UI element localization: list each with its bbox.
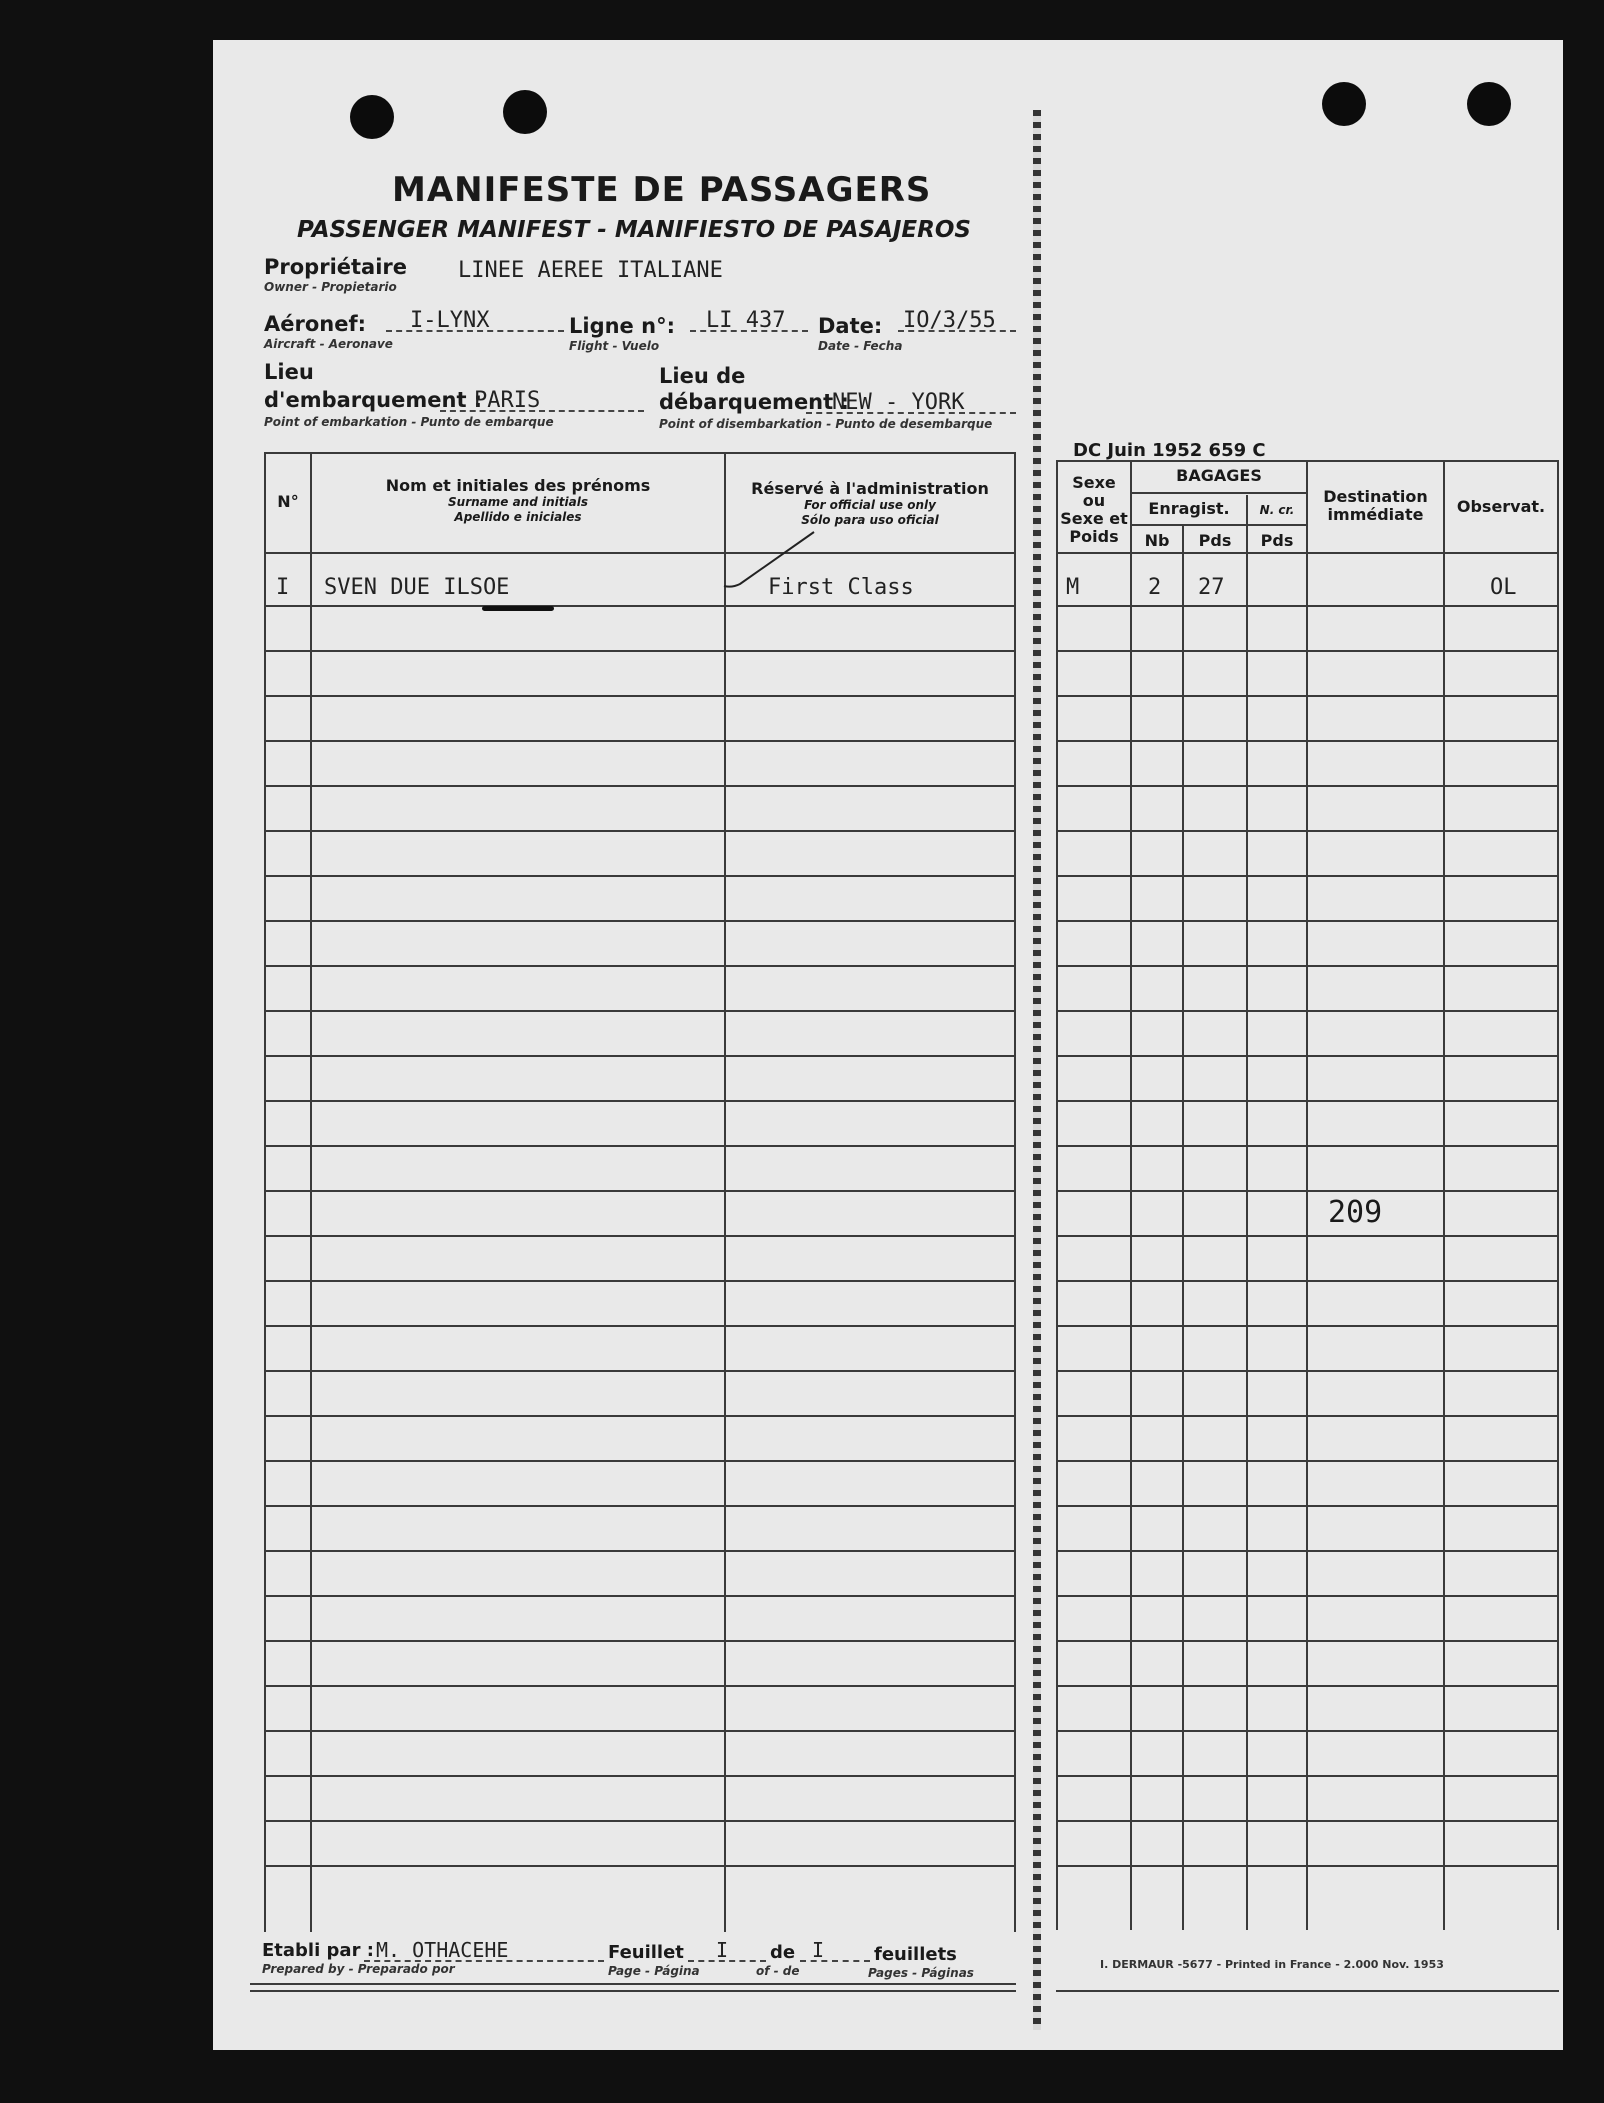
header-destination-1: Destination <box>1323 487 1428 506</box>
header-enregist: Enragist. <box>1148 499 1230 518</box>
embarkation-label-2: d'embarquement : <box>264 388 483 412</box>
aircraft-value: I-LYNX <box>410 308 490 333</box>
col-nb-divider <box>1182 525 1184 1930</box>
bagages-divider <box>1130 492 1306 494</box>
col-ncr-divider <box>1306 460 1308 1930</box>
embarkation-sublabel: Point of embarkation - Punto de embarque <box>264 415 554 429</box>
row-rule <box>264 1325 1016 1327</box>
owner-value: LINEE AEREE ITALIANE <box>458 258 723 283</box>
row-rule <box>1056 740 1559 742</box>
date-sublabel: Date - Fecha <box>818 339 903 353</box>
row-rule <box>1056 965 1559 967</box>
row-rule <box>1056 1775 1559 1777</box>
header-name: Nom et initiales des prénoms <box>385 476 651 495</box>
prepared-by-underline <box>364 1960 604 1962</box>
row-rule <box>1056 1055 1559 1057</box>
row-rule <box>264 1370 1016 1372</box>
punch-hole-left-2 <box>503 90 547 134</box>
row-rule <box>264 1280 1016 1282</box>
header-sex-2: ou <box>1082 491 1106 510</box>
date-value: IO/3/55 <box>903 308 996 333</box>
row-rule <box>1056 1865 1559 1867</box>
col-sex-left <box>1056 460 1058 1930</box>
row-rule <box>264 785 1016 787</box>
aircraft-underline <box>386 330 564 332</box>
printer-note: I. DERMAUR -5677 - Printed in France - 2.000 Nov. 1953 <box>1100 1958 1444 1971</box>
flight-label: Ligne n°: <box>569 314 675 338</box>
disembarkation-label-1: Lieu de <box>659 364 746 388</box>
sheet-label: Feuillet <box>608 1942 684 1963</box>
row-rule <box>1056 1460 1559 1462</box>
enregist-divider <box>1130 524 1306 526</box>
of-underline <box>800 1960 870 1962</box>
row-rule <box>264 1460 1016 1462</box>
row-rule <box>264 1865 1016 1867</box>
row-no: I <box>276 575 290 600</box>
header-name-sub2: Apellido e iniciales <box>454 510 582 524</box>
embarkation-underline <box>440 410 644 412</box>
of-sublabel: of - de <box>756 1964 800 1978</box>
sheets-sublabel: Pages - Páginas <box>868 1966 974 1980</box>
row-rule <box>264 1415 1016 1417</box>
col-admin-divider <box>1014 452 1016 1932</box>
prepared-by-value: M. OTHACEHE <box>376 1938 509 1962</box>
name-underline-mark <box>482 606 554 611</box>
perforation-strip <box>1033 110 1041 2030</box>
row-rule <box>1056 650 1559 652</box>
row-nb: 2 <box>1148 575 1162 600</box>
table-left-edge <box>264 452 266 1932</box>
sheets-label: feuillets <box>874 1944 957 1965</box>
row-rule <box>264 1010 1016 1012</box>
footer-bottom-right <box>1056 1990 1559 1992</box>
row-rule <box>264 695 1016 697</box>
row-rule <box>1056 695 1559 697</box>
row-rule <box>1056 1280 1559 1282</box>
header-pds: Pds <box>1198 531 1232 550</box>
prepared-by-sublabel: Prepared by - Preparado por <box>262 1962 455 1976</box>
of-value: I <box>812 1938 825 1962</box>
disembarkation-underline <box>806 412 1016 414</box>
page-title: MANIFESTE DE PASSAGERS <box>392 170 932 210</box>
owner-label: Propriétaire <box>264 255 408 279</box>
row-rule <box>1056 875 1559 877</box>
row-rule <box>1056 1325 1559 1327</box>
disembarkation-sublabel: Point of disembarkation - Punto de desembarque <box>659 417 993 431</box>
row-rule <box>264 1055 1016 1057</box>
row-rule <box>1056 1550 1559 1552</box>
row-rule <box>1056 1370 1559 1372</box>
row-name: SVEN DUE ILSOE <box>324 575 510 600</box>
aircraft-sublabel: Aircraft - Aeronave <box>264 337 393 351</box>
punch-hole-left-1 <box>350 95 394 139</box>
col-no-divider <box>310 452 312 1932</box>
row-rule <box>264 1730 1016 1732</box>
header-pds2: Pds <box>1260 531 1294 550</box>
row-rule <box>264 1505 1016 1507</box>
row-rule <box>264 1685 1016 1687</box>
sheet-value: I <box>716 1938 729 1962</box>
header-ncr: N. cr. <box>1259 503 1295 517</box>
row-rule <box>1056 1730 1559 1732</box>
header-name-sub1: Surname and initials <box>448 495 588 509</box>
owner-sublabel: Owner - Propietario <box>264 280 397 294</box>
row-rule <box>1056 1145 1559 1147</box>
disembarkation-label-2: débarquement : <box>659 390 849 414</box>
row-rule <box>1056 1640 1559 1642</box>
row-rule <box>264 1550 1016 1552</box>
row-rule <box>264 965 1016 967</box>
date-label: Date: <box>818 314 883 338</box>
row-rule <box>1056 1820 1559 1822</box>
col-dest-divider <box>1443 460 1445 1930</box>
row-rule <box>1056 1415 1559 1417</box>
row-rule <box>264 1190 1016 1192</box>
table-top-left <box>264 452 1014 454</box>
row-rule <box>264 830 1016 832</box>
sheet-sublabel: Page - Página <box>608 1964 700 1978</box>
prepared-by-label: Etabli par : <box>262 1940 374 1961</box>
form-reference: DC Juin 1952 659 C <box>1073 440 1266 461</box>
row-rule <box>264 650 1016 652</box>
flight-value: LI 437 <box>706 308 786 333</box>
header-admin-sub2: Sólo para uso oficial <box>801 513 939 527</box>
disembarkation-value: NEW - YORK <box>832 390 965 415</box>
row-sex: M <box>1066 575 1080 600</box>
row-rule <box>264 1100 1016 1102</box>
row-observ: OL <box>1490 575 1517 600</box>
row-rule <box>264 740 1016 742</box>
header-admin-sub1: For official use only <box>804 498 936 512</box>
row-rule <box>1056 1100 1559 1102</box>
row-rule <box>264 1640 1016 1642</box>
row-rule <box>264 1820 1016 1822</box>
table-bottom <box>250 1983 1016 1985</box>
embarkation-value: PARIS <box>474 388 541 413</box>
row-rule <box>264 1145 1016 1147</box>
header-bagages: BAGAGES <box>1176 466 1262 485</box>
table-header-bottom-left <box>264 552 1016 554</box>
row-rule <box>1056 1010 1559 1012</box>
row-admin: First Class <box>768 575 914 600</box>
header-sex-3: Sexe et <box>1060 509 1128 528</box>
col-pds-divider <box>1246 495 1248 1930</box>
row-rule <box>1056 830 1559 832</box>
flight-sublabel: Flight - Vuelo <box>569 339 660 353</box>
row-rule <box>1056 1595 1559 1597</box>
row-rule <box>1056 920 1559 922</box>
row-rule <box>1056 1505 1559 1507</box>
footer-bottom-left <box>250 1990 1016 1992</box>
row-rule <box>264 920 1016 922</box>
row-rule <box>1056 785 1559 787</box>
header-admin: Réservé à l'administration <box>751 479 989 498</box>
flight-underline <box>690 330 808 332</box>
row-rule <box>264 605 1016 607</box>
aircraft-label: Aéronef: <box>264 312 367 336</box>
header-no: N° <box>277 492 299 511</box>
row-rule <box>1056 1190 1559 1192</box>
embarkation-label-1: Lieu <box>264 360 314 384</box>
punch-hole-right-1 <box>1322 82 1366 126</box>
punch-hole-right-2 <box>1467 82 1511 126</box>
of-label: de <box>770 1942 796 1963</box>
table-right-edge <box>1557 460 1559 1930</box>
col-name-divider <box>724 452 726 1932</box>
row-rule <box>264 875 1016 877</box>
row-pds: 27 <box>1198 575 1225 600</box>
row-rule <box>264 1595 1016 1597</box>
stamp-number: 209 <box>1328 1195 1383 1230</box>
row-rule <box>1056 605 1559 607</box>
date-underline <box>898 330 1016 332</box>
sheet-underline <box>688 1960 766 1962</box>
row-rule <box>264 1775 1016 1777</box>
row-rule <box>264 1235 1016 1237</box>
header-nb: Nb <box>1144 531 1170 550</box>
row-rule <box>1056 1235 1559 1237</box>
row-rule <box>1056 1685 1559 1687</box>
header-observ: Observat. <box>1456 497 1546 516</box>
header-sex-1: Sexe <box>1072 473 1116 492</box>
page-subtitle: PASSENGER MANIFEST - MANIFIESTO DE PASAJEROS <box>297 217 971 243</box>
col-sex-divider <box>1130 460 1132 1930</box>
header-sex-4: Poids <box>1069 527 1119 546</box>
header-destination-2: immédiate <box>1327 505 1424 524</box>
